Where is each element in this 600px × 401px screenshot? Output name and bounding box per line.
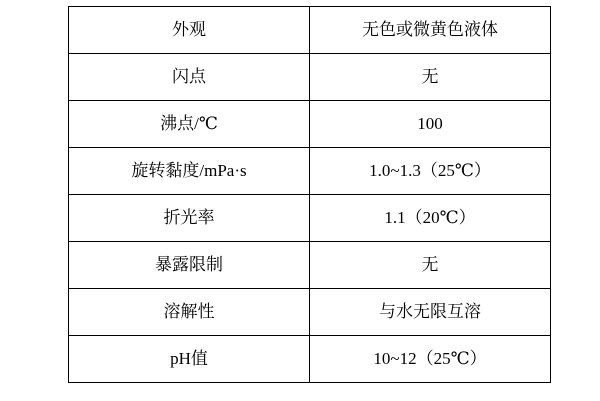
- table-row: [69, 54, 551, 101]
- property-value-cell: 无: [310, 242, 551, 289]
- property-name-cell: 旋转黏度/mPa·s: [69, 148, 310, 195]
- property-value-cell: 无: [310, 54, 551, 101]
- property-name-cell: 溶解性: [69, 289, 310, 336]
- property-name-cell: pH值: [69, 336, 310, 383]
- property-name-cell: 闪点: [69, 54, 310, 101]
- table-row: [69, 101, 551, 148]
- property-name-cell: 外观: [69, 7, 310, 54]
- property-value-cell: 无色或微黄色液体: [310, 7, 551, 54]
- table-row: [69, 242, 551, 289]
- table-row: [69, 336, 551, 383]
- table-row: [69, 195, 551, 242]
- properties-table-container: [68, 6, 532, 383]
- property-name-cell: 沸点/℃: [69, 101, 310, 148]
- property-name-cell: 折光率: [69, 195, 310, 242]
- property-value-cell: 100: [310, 101, 551, 148]
- properties-table-body: [69, 7, 551, 383]
- property-value-cell: 10~12（25℃）: [310, 336, 551, 383]
- property-name-cell: 暴露限制: [69, 242, 310, 289]
- table-row: [69, 148, 551, 195]
- property-value-cell: 与水无限互溶: [310, 289, 551, 336]
- table-row: [69, 7, 551, 54]
- properties-table: [68, 6, 551, 383]
- property-value-cell: 1.1（20℃）: [310, 195, 551, 242]
- property-value-cell: 1.0~1.3（25℃）: [310, 148, 551, 195]
- table-row: [69, 289, 551, 336]
